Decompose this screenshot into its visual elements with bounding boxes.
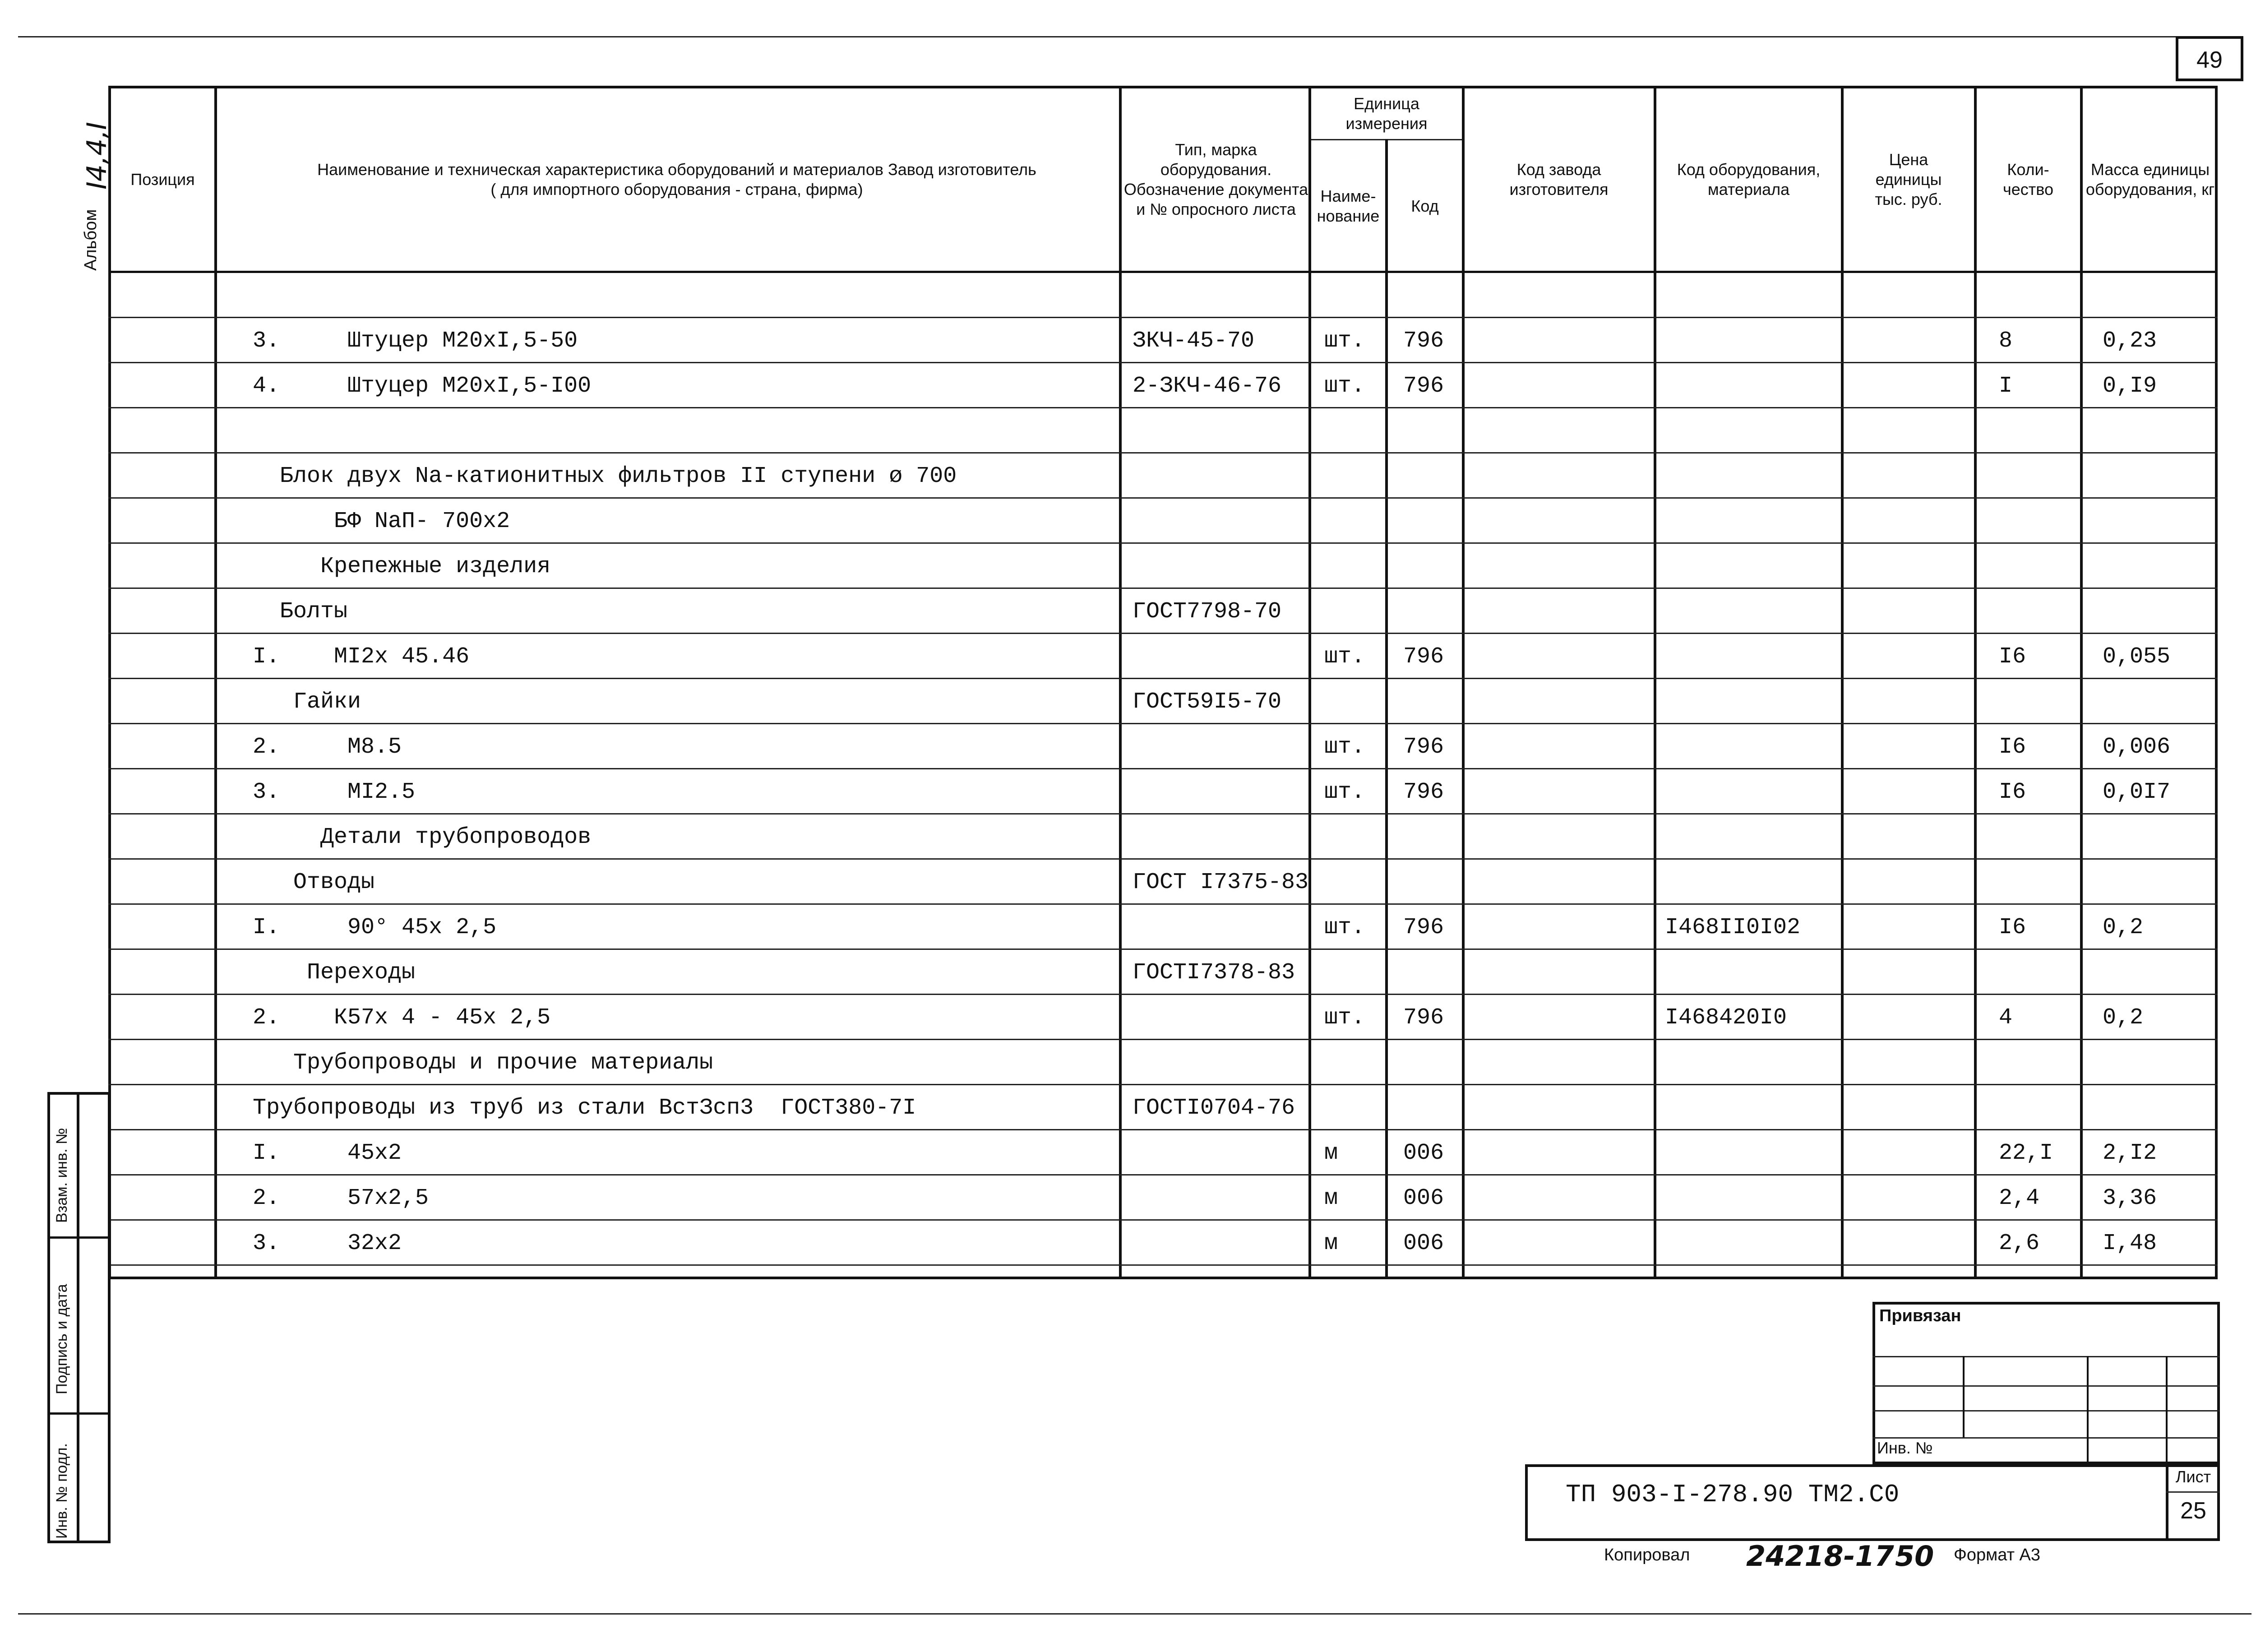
- cell-unit: м: [1324, 1140, 1338, 1166]
- header-equip-code: Код оборудования, материала: [1677, 160, 1821, 199]
- cell-mass: 0,2: [2103, 915, 2144, 940]
- row-divider: [108, 407, 2218, 408]
- privyazan-label: Привязан: [1879, 1306, 1961, 1325]
- tb-line-1: [1872, 1356, 2220, 1357]
- cell-name: Отводы: [253, 870, 375, 895]
- cell-unit: шт.: [1324, 1005, 1365, 1031]
- cell-name: БФ NаП- 700х2: [253, 509, 510, 534]
- row-divider: [108, 317, 2218, 318]
- cell-name: I. 90° 45х 2,5: [253, 915, 497, 940]
- album-value: I4,4,I: [81, 122, 113, 190]
- cell-name: I. 45х2: [253, 1140, 402, 1166]
- frame-bottom-line: [18, 1613, 2251, 1615]
- cell-unit: шт.: [1324, 373, 1365, 399]
- tb-col-3: [2166, 1356, 2168, 1464]
- col-line-5: [1462, 86, 1465, 1279]
- cell-name: 2. К57х 4 - 45х 2,5: [253, 1005, 551, 1031]
- cell-mass: 0,2: [2103, 1005, 2144, 1031]
- row-divider: [108, 542, 2218, 544]
- tb-line-2: [1872, 1385, 2220, 1387]
- frame-top-line: [18, 36, 2176, 37]
- header-qty: Коли-чество: [2002, 160, 2053, 199]
- cell-code: 796: [1403, 915, 1444, 940]
- cell-unit: шт.: [1324, 734, 1365, 760]
- copy-number: 24218-17: [1746, 1540, 1894, 1573]
- row-divider: [108, 1084, 2218, 1085]
- cell-qty: I6: [1999, 734, 2026, 760]
- stamp-podpis: Подпись и дата: [53, 1284, 70, 1394]
- tb-list-line: [2166, 1491, 2220, 1493]
- cell-code: 796: [1403, 734, 1444, 760]
- cell-qty: I: [1999, 373, 2013, 399]
- cell-name: Гайки: [253, 689, 361, 715]
- cell-name: Крепежные изделия: [253, 554, 551, 579]
- doc-code: ТП 903-I-278.90 ТМ2.С0: [1566, 1480, 1900, 1509]
- cell-code: 796: [1403, 373, 1444, 399]
- album-label: Альбом: [81, 209, 100, 271]
- row-divider: [108, 1264, 2218, 1266]
- tb-col-1: [1963, 1356, 1965, 1437]
- cell-mass: 3,36: [2103, 1185, 2157, 1211]
- row-divider: [108, 1039, 2218, 1040]
- row-divider: [108, 858, 2218, 860]
- kopiroval-label: Копировал: [1604, 1546, 1690, 1564]
- cell-code: 006: [1403, 1140, 1444, 1166]
- cell-name: I. МI2х 45.46: [253, 644, 470, 670]
- row-divider: [108, 452, 2218, 453]
- list-value: 25: [2180, 1498, 2206, 1524]
- row-divider: [108, 362, 2218, 363]
- row-divider: [108, 678, 2218, 679]
- cell-doc: ГОСТ7798-70: [1133, 599, 1282, 625]
- cell-qty: 22,I: [1999, 1140, 2053, 1166]
- cell-code: 796: [1403, 779, 1444, 805]
- cell-name: Трубопроводы из труб из стали ВстЗсп3 ГОСТ380-7I: [253, 1095, 916, 1121]
- cell-mass: 0,006: [2103, 734, 2171, 760]
- stamp-vzam: Взам. инв. №: [53, 1128, 70, 1223]
- side-stamp-line-2: [47, 1412, 111, 1415]
- col-line-4: [1385, 139, 1388, 1279]
- cell-code: 796: [1403, 644, 1444, 670]
- cell-unit: м: [1324, 1185, 1338, 1211]
- cell-code: 796: [1403, 328, 1444, 354]
- cell-mass: 2,I2: [2103, 1140, 2157, 1166]
- row-divider: [108, 1219, 2218, 1221]
- cell-doc: ГОСТI0704-76: [1133, 1095, 1295, 1121]
- side-stamp-line-1: [47, 1236, 111, 1239]
- row-divider: [108, 588, 2218, 589]
- header-divider: [108, 271, 2218, 273]
- col-line-8: [1974, 86, 1977, 1279]
- row-divider: [108, 1174, 2218, 1175]
- cell-code: 796: [1403, 1005, 1444, 1031]
- header-unit-code: Код: [1411, 197, 1439, 215]
- cell-unit: шт.: [1324, 779, 1365, 805]
- inv-no-label: Инв. №: [1877, 1439, 1933, 1457]
- cell-doc: ГОСТI7378-83: [1133, 960, 1295, 986]
- tb-col-2: [2087, 1356, 2089, 1464]
- cell-qty: I6: [1999, 779, 2026, 805]
- cell-name: Блок двух Nа-катионитных фильтров II ступени ø 700: [253, 463, 957, 489]
- header-unit-name: Наиме-нование: [1317, 187, 1380, 225]
- cell-name: 2. М8.5: [253, 734, 402, 760]
- cell-doc: ГОСТ59I5-70: [1133, 689, 1282, 715]
- list-label: Лист: [2175, 1467, 2211, 1486]
- row-divider: [108, 768, 2218, 769]
- cell-unit: шт.: [1324, 644, 1365, 670]
- row-divider: [108, 723, 2218, 724]
- cell-doc: 2-ЗКЧ-46-76: [1133, 373, 1282, 399]
- copy-number-2: 50: [1895, 1540, 1934, 1573]
- col-line-7: [1841, 86, 1844, 1279]
- cell-name: 3. МI2.5: [253, 779, 416, 805]
- cell-name: Трубопроводы и прочие материалы: [253, 1050, 713, 1076]
- cell-qty: I6: [1999, 915, 2026, 940]
- tb-line-3: [1872, 1410, 2220, 1411]
- header-position: Позиция: [130, 170, 195, 189]
- cell-mass: 0,0I7: [2103, 779, 2171, 805]
- header-name: Наименование и техническая характеристика оборудований и материалов Завод изготовитель ( для импортного оборудования - страна, фирма): [317, 160, 1036, 199]
- cell-name: Болты: [253, 599, 348, 625]
- cell-name: 3. 32х2: [253, 1231, 402, 1256]
- cell-qty: 2,6: [1999, 1231, 2040, 1256]
- cell-name: Переходы: [253, 960, 416, 986]
- header-plant-code: Код завода изготовителя: [1509, 160, 1609, 199]
- cell-unit: шт.: [1324, 328, 1365, 354]
- cell-name: 4. Штуцер М20хI,5-I00: [253, 373, 592, 399]
- cell-qty: 4: [1999, 1005, 2013, 1031]
- cell-mass: 0,055: [2103, 644, 2171, 670]
- row-divider: [108, 949, 2218, 950]
- cell-qty: 2,4: [1999, 1185, 2040, 1211]
- format-label: Формат А3: [1954, 1546, 2041, 1564]
- row-divider: [108, 633, 2218, 634]
- cell-name: 3. Штуцер М20хI,5-50: [253, 328, 578, 354]
- cell-code: 006: [1403, 1231, 1444, 1256]
- cell-qty: 8: [1999, 328, 2013, 354]
- col-line-2: [1119, 86, 1122, 1279]
- page-number-top: 49: [2196, 47, 2223, 73]
- row-divider: [108, 994, 2218, 995]
- cell-doc: ЗКЧ-45-70: [1133, 328, 1255, 354]
- cell-mass: I,48: [2103, 1231, 2157, 1256]
- row-divider: [108, 497, 2218, 499]
- col-line-1: [214, 86, 217, 1279]
- cell-mass: 0,I9: [2103, 373, 2157, 399]
- row-divider: [108, 1129, 2218, 1130]
- side-stamp-divider: [77, 1092, 79, 1543]
- header-mass: Масса единицы оборудования, кг: [2085, 160, 2215, 199]
- cell-equip: I468420I0: [1665, 1005, 1787, 1031]
- header-unit-group: Единица измерения: [1345, 94, 1428, 133]
- cell-equip: I468II0I02: [1665, 915, 1801, 940]
- cell-name: 2. 57х2,5: [253, 1185, 429, 1211]
- stamp-inv-podl: Инв. № подл.: [53, 1443, 70, 1539]
- cell-name: Детали трубопроводов: [253, 824, 592, 850]
- cell-doc: ГОСТ I7375-83: [1133, 870, 1308, 895]
- cell-unit: шт.: [1324, 915, 1365, 940]
- cell-code: 006: [1403, 1185, 1444, 1211]
- cell-qty: I6: [1999, 644, 2026, 670]
- cell-mass: 0,23: [2103, 328, 2157, 354]
- row-divider: [108, 813, 2218, 814]
- header-price: Цена единицы тыс. руб.: [1875, 150, 1942, 208]
- row-divider: [108, 903, 2218, 905]
- header-type: Тип, марка оборудования. Обозначение документа и № опросного листа: [1123, 140, 1308, 218]
- cell-unit: м: [1324, 1231, 1338, 1256]
